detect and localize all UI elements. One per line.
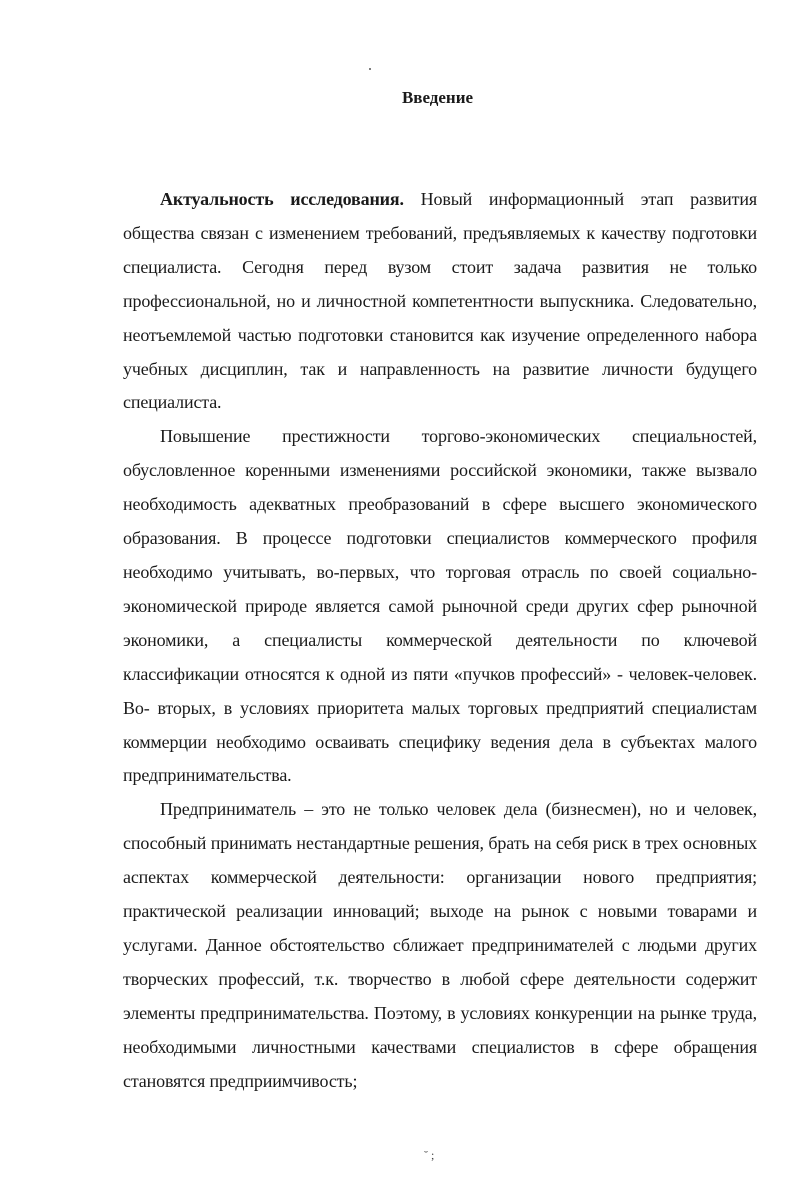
paragraph-lead: Актуальность исследования.: [160, 189, 404, 209]
paragraph-relevance: [123, 183, 757, 420]
paragraph-text: Новый информационный этап развития общества связан с изменением требований, предъявляемых к качеству подготовки специалиста. Сегодня перед вузом стоит задача развития не только профессиональной, но и личностной компетентности выпускника. Следовательно, неотъемлемой частью подготовки становится как изучение определенного набора учебных дисциплин, так и направленность на развитие личности будущего специалиста.: [123, 189, 757, 413]
paragraph-text: Предприниматель – это не только человек дела (бизнесмен), но и человек, способный принимать нестандартные решения, брать на себя риск в трех основных аспектах коммерческой деятельности: организации нового предприятия; практической реализации инноваций; выходе на рынок с новыми товарами и услугами. Данное обстоятельство сближает предпринимателей с людьми других творческих профессий, т.к. творчество в любой сфере деятельности содержит элементы предпринимательства. Поэтому, в условиях конкуренции на рынке труда, необходимыми личностными качествами специалистов в сфере обращения становятся предприимчивость;: [123, 799, 757, 1091]
paragraph-prestige: [123, 420, 757, 793]
paragraph-entrepreneur: [123, 793, 757, 1098]
footer-scan-mark: ˘ ;: [424, 1148, 435, 1162]
scan-speck: [369, 68, 371, 70]
page-title: Введение: [401, 88, 474, 107]
paragraph-text: Повышение престижности торгово-экономических специальностей, обусловленное коренными изменениями российской экономики, также вызвало необходимость адекватных преобразований в сфере высшего экономического образования. В процессе подготовки специалистов коммерческого профиля необходимо учитывать, во-первых, что торговая отрасль по своей социально-экономической природе является самой рыночной среди других сфер рыночной экономики, а специалисты коммерческой деятельности по ключевой классификации относятся к одной из пяти «пучков профессий» - человек-человек. Во- вторых, в условиях приоритета малых торговых предприятий специалистам коммерции необходимо осваивать специфику ведения дела в субъектах малого предпринимательства.: [123, 426, 757, 786]
body-text: [123, 183, 757, 1098]
